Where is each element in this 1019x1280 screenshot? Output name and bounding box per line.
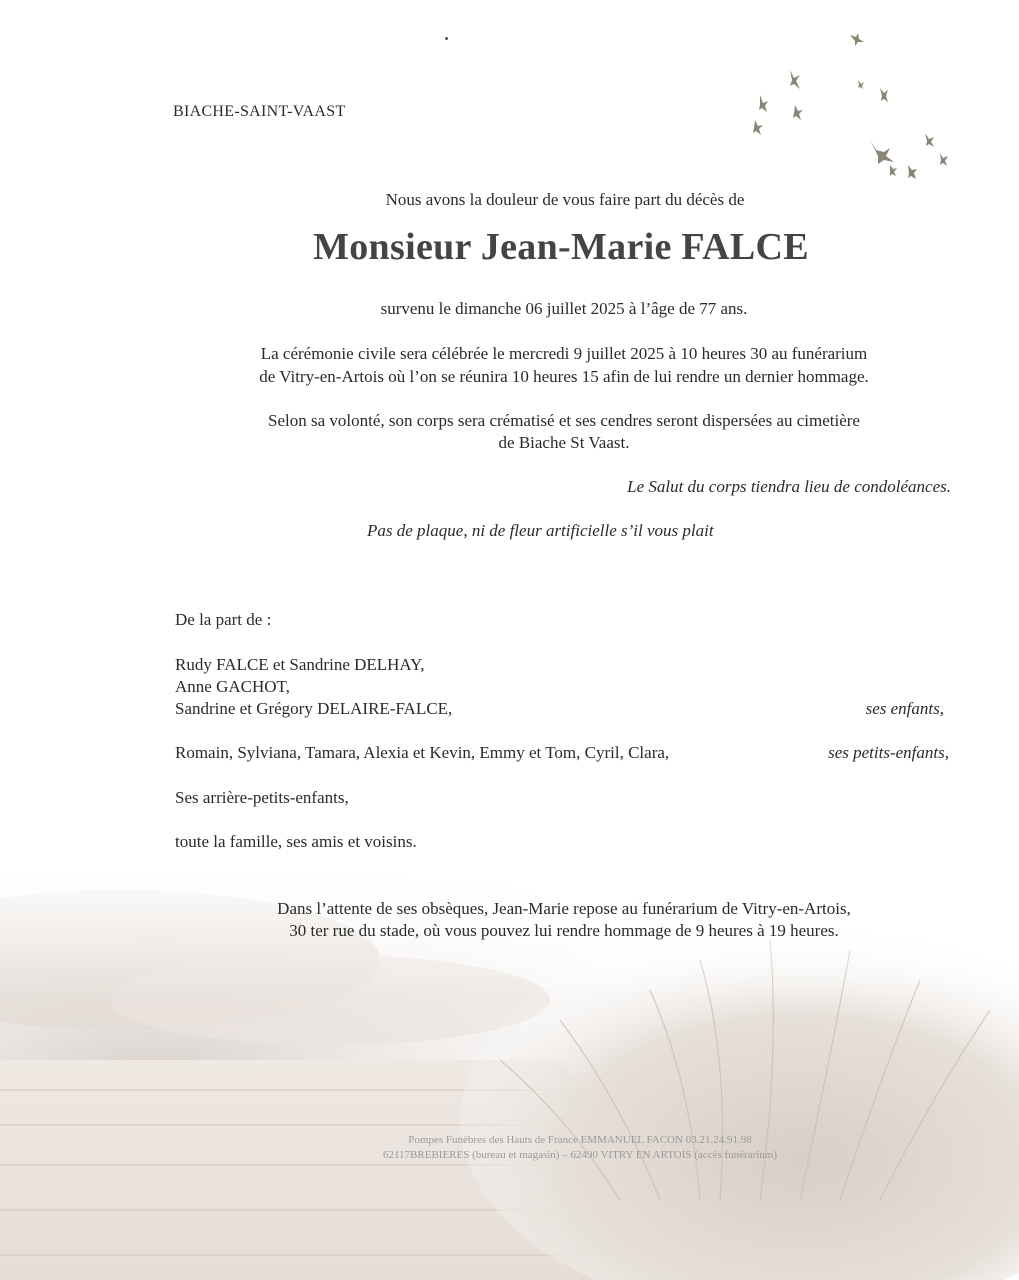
children-label: ses enfants, [865, 699, 944, 718]
grandchildren-names: Romain, Sylviana, Tamara, Alexia et Kevin, Emmy et Tom, Cyril, Clara, [175, 743, 670, 762]
child-name: Sandrine et Grégory DELAIRE-FALCE, [175, 699, 453, 718]
funeral-home-line-1: Pompes Funèbres des Hauts de France EMMANUEL FACON 03.21.24.91.98 [408, 1134, 752, 1146]
deceased-name: Monsieur Jean-Marie FALCE [313, 226, 809, 268]
family-and-friends: toute la famille, ses amis et voisins. [175, 832, 417, 851]
condolences-note: Le Salut du corps tiendra lieu de condoléances. [627, 477, 951, 496]
no-flowers-note: Pas de plaque, ni de fleur artificielle s’il vous plait [367, 521, 714, 540]
ceremony-line-2: de Vitry-en-Artois où l’on se réunira 10 heures 15 afin de lui rendre un dernier hommage. [259, 367, 869, 386]
wishes-line-2: de Biache St Vaast. [498, 433, 630, 452]
ceremony-line-1: La cérémonie civile sera célébrée le mercredi 9 juillet 2025 à 10 heures 30 au funérarium [260, 344, 868, 363]
funeral-home-line-2: 62117BREBIERES (bureau et magasin) – 62490 VITRY EN ARTOIS (accès funérarium) [382, 1149, 778, 1161]
visitation-line-2: 30 ter rue du stade, où vous pouvez lui rendre hommage de 9 heures à 19 heures. [289, 921, 839, 940]
child-name: Rudy FALCE et Sandrine DELHAY, [175, 655, 425, 674]
death-info: survenu le dimanche 06 juillet 2025 à l’âge de 77 ans. [380, 299, 748, 318]
child-name: Anne GACHOT, [175, 677, 290, 696]
visitation-line-1: Dans l’attente de ses obsèques, Jean-Marie repose au funérarium de Vitry-en-Artois, [277, 899, 851, 918]
wishes-line-1: Selon sa volonté, son corps sera crématisé et ses cendres seront dispersées au cimetière [268, 411, 860, 430]
from-label: De la part de : [175, 610, 272, 629]
grandchildren-label: ses petits-enfants, [828, 743, 949, 762]
city-heading: BIACHE-SAINT-VAAST [173, 103, 346, 120]
intro-text: Nous avons la douleur de vous faire part du décès de [385, 190, 745, 209]
great-grandchildren: Ses arrière-petits-enfants, [175, 788, 349, 807]
